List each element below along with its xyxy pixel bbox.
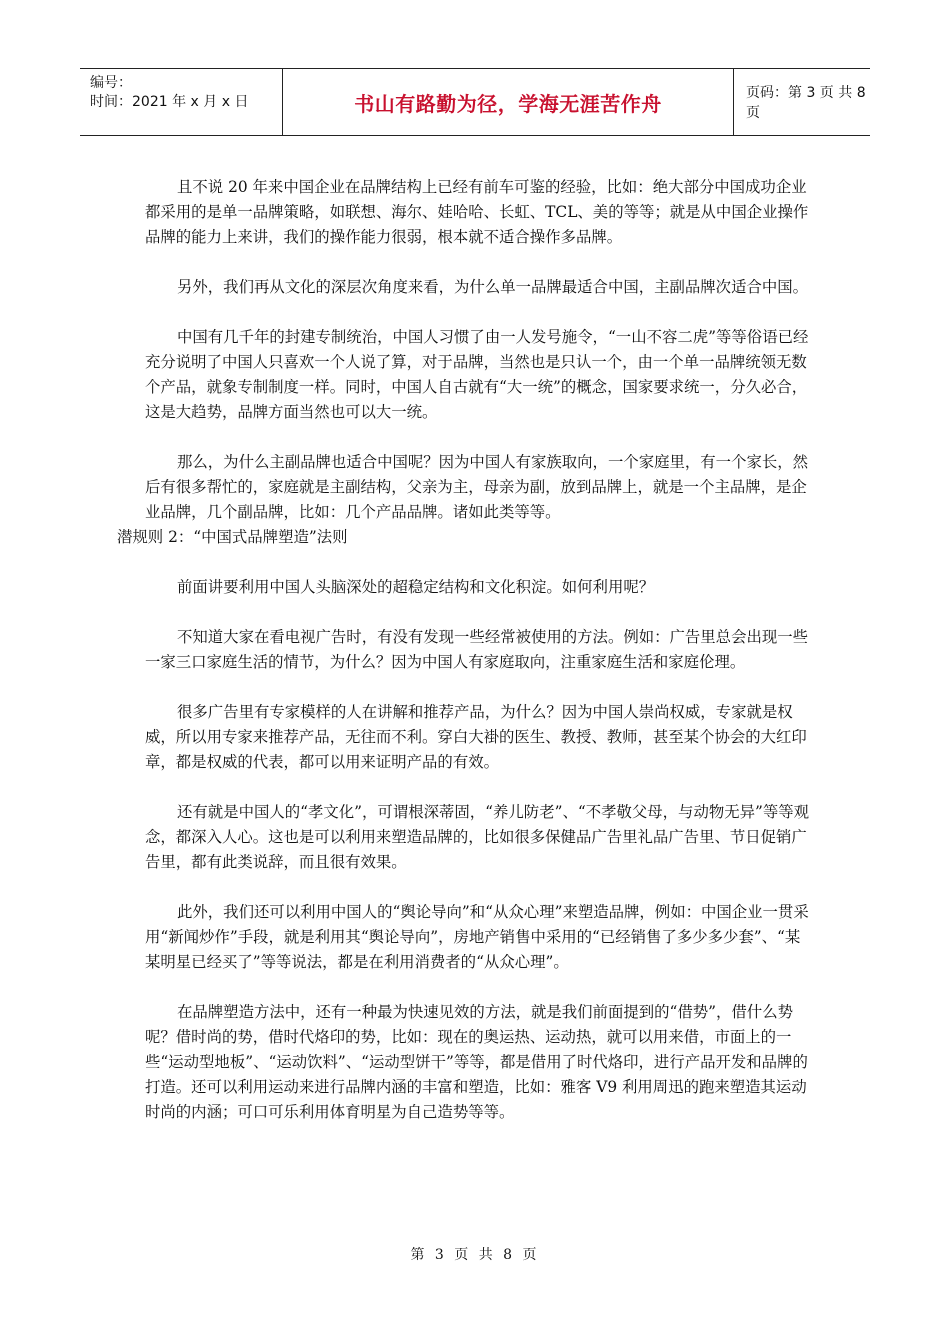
paragraph: 很多广告里有专家模样的人在讲解和推荐产品，为什么？因为中国人崇尚权威，专家就是权威，所以用专家来推荐产品，无往而不利。穿白大褂的医生、教授、教师，甚至某个协会的大红印章，都是权威的代表，都可以用来证明产品的有效。: [145, 703, 807, 771]
doc-date: 时间：2021 年 x 月 x 日: [90, 94, 249, 110]
header-page-number: 页码：第 3 页 共 8 页: [746, 85, 866, 121]
section-heading: 潜规则 2：“中国式品牌塑造”法则: [117, 528, 348, 546]
header-page-cell: [736, 69, 870, 135]
paragraph: 还有就是中国人的“孝文化”，可谓根深蒂固，“养儿防老”、“不孝敬父母，与动物无异”等等观念，都深入人心。这也是可以利用来塑造品牌的，比如很多保健品广告里礼品广告里、节日促销广告里，都有此类说辞，而且很有效果。: [145, 803, 810, 871]
document-body: [117, 175, 815, 1150]
paragraph: 那么，为什么主副品牌也适合中国呢？因为中国人有家族取向，一个家庭里，有一个家长，然后有很多帮忙的，家庭就是主副结构，父亲为主，母亲为副，放到品牌上，就是一个主品牌，是企业品牌，几个副品牌，比如：几个产品品牌。诸如此类等等。: [145, 453, 809, 521]
paragraph: 前面讲要利用中国人头脑深处的超稳定结构和文化积淀。如何利用呢？: [177, 578, 655, 596]
page-footer: 第 3 页 共 8 页: [410, 1247, 540, 1263]
paragraph: 另外，我们再从文化的深层次角度来看，为什么单一品牌最适合中国，主副品牌次适合中国。: [177, 278, 809, 296]
paragraph: 且不说 20 年来中国企业在品牌结构上已经有前车可鉴的经验，比如：绝大部分中国成功企业都采用的是单一品牌策略，如联想、海尔、娃哈哈、长虹、TCL、美的等等；就是从中国企业操作品牌的能力上来讲，我们的操作能力很弱，根本就不适合操作多品牌。: [145, 178, 809, 246]
paragraph: 中国有几千年的封建专制统治，中国人习惯了由一人发号施令，“一山不容二虎”等等俗语已经充分说明了中国人只喜欢一个人说了算，对于品牌，当然也是只认一个，由一个单一品牌统领无数个产品，就象专制制度一样。同时，中国人自古就有“大一统”的概念，国家要求统一，分久必合， 这是大趋势，品牌方面当然也可以大一统。: [145, 328, 815, 421]
header-meta: [80, 69, 280, 135]
header-motto: 书山有路勤为径，学海无涯苦作舟: [354, 91, 662, 116]
paragraph: 在品牌塑造方法中，还有一种最为快速见效的方法，就是我们前面提到的“借势”，借什么势呢？借时尚的势，借时代烙印的势，比如：现在的奥运热、运动热，就可以用来借，市面上的一些“运动型地板”、“运动饮料”、“运动型饼干”等等，都是借用了时代烙印，进行产品开发和品牌的打造。还可以利用运动来进行品牌内涵的丰富和塑造，比如：雅客 V9 利用周迅的跑来塑造其运动时尚的内涵；可口可乐利用体育明星为自己造势等等。: [145, 1003, 808, 1121]
header-motto-cell: [282, 69, 734, 135]
paragraph: 不知道大家在看电视广告时，有没有发现一些经常被使用的方法。例如：广告里总会出现一些一家三口家庭生活的情节，为什么？因为中国人有家庭取向，注重家庭生活和家庭伦理。: [145, 628, 809, 671]
paragraph: 此外，我们还可以利用中国人的“舆论导向”和“从众心理”来塑造品牌，例如：中国企业一贯采用“新闻炒作”手段，就是利用其“舆论导向”，房地产销售中采用的“已经销售了多少多少套”、“某某明星已经买了”等等说法，都是在利用消费者的“从众心理”。: [145, 903, 809, 971]
doc-number-label: 编号：: [90, 75, 132, 91]
page-header: [80, 68, 870, 136]
